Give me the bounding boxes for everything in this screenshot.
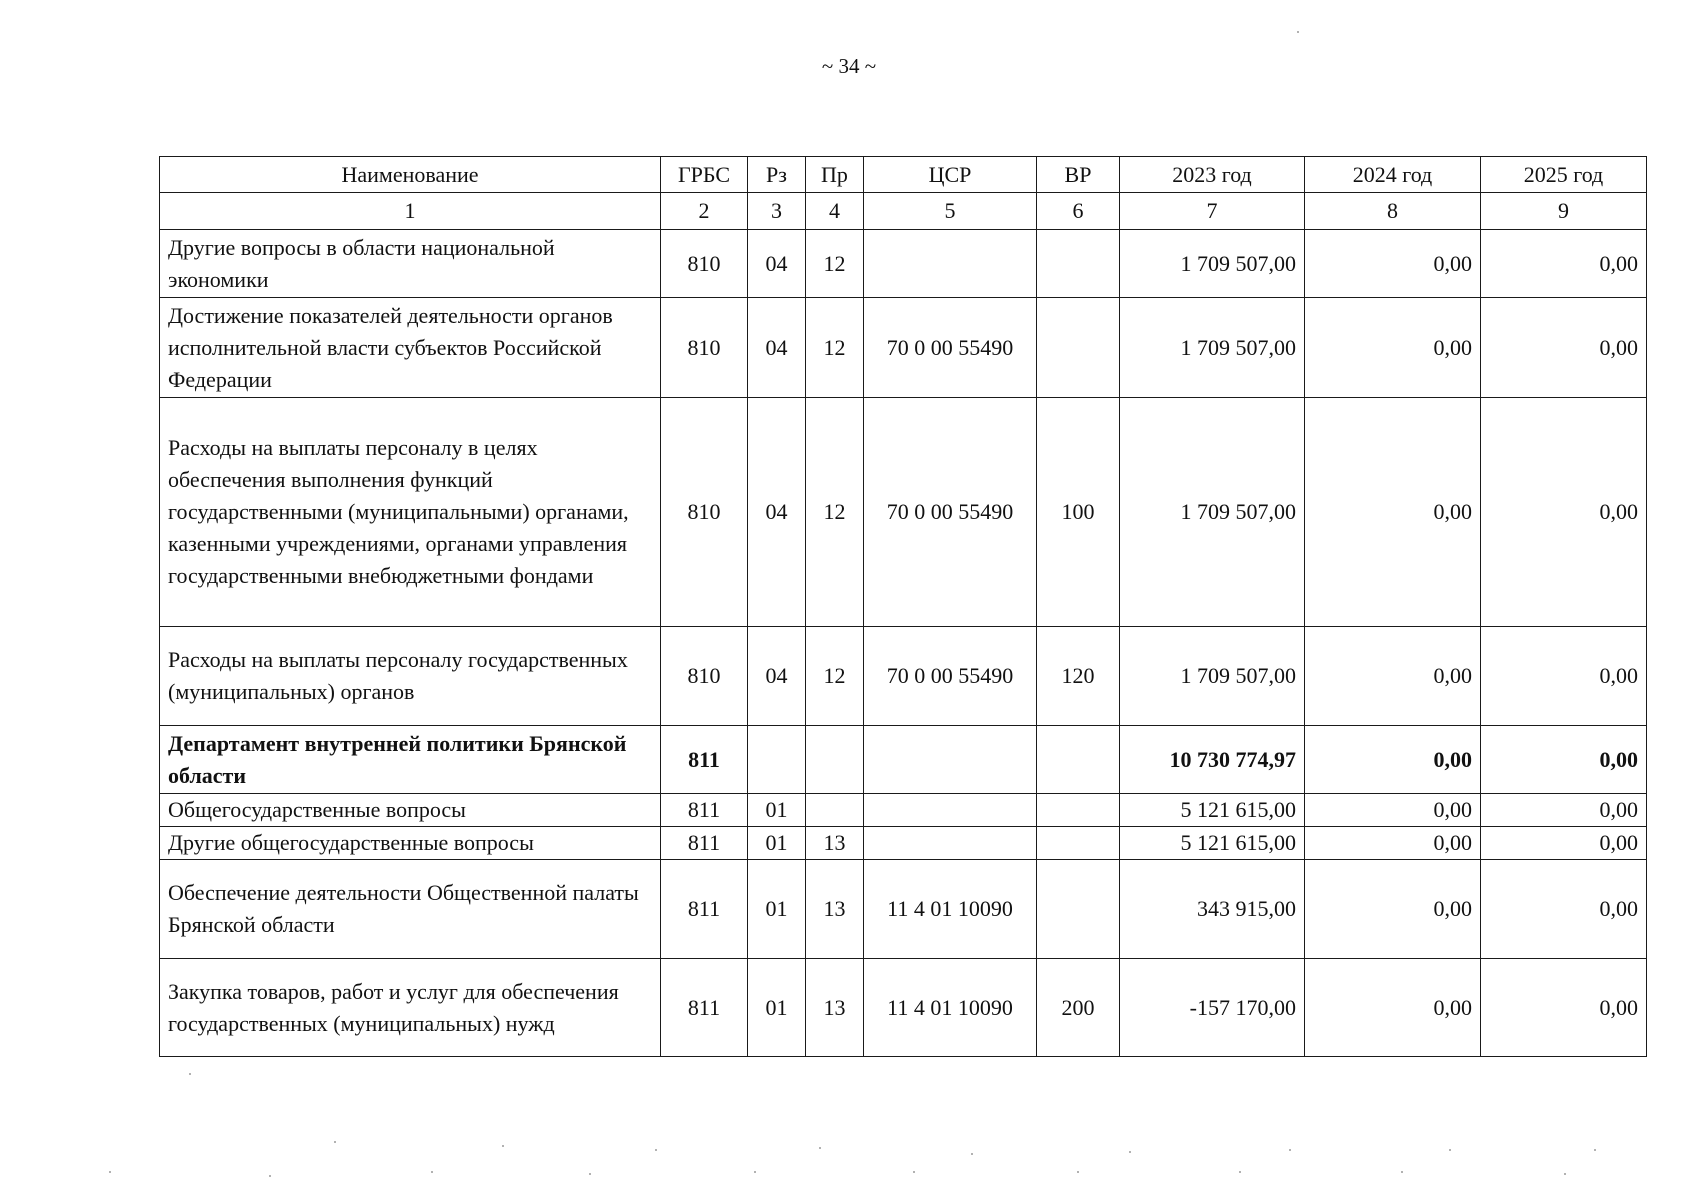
row-grbs: 811	[661, 959, 748, 1057]
row-rz: 01	[748, 959, 806, 1057]
row-rz: 04	[748, 627, 806, 726]
column-number: 3	[748, 193, 806, 230]
header-rz: Рз	[748, 157, 806, 193]
row-csr	[864, 726, 1037, 794]
row-rz: 01	[748, 827, 806, 860]
row-2025: 0,00	[1481, 230, 1647, 298]
row-name: Расходы на выплаты персоналу в целях обеспечения выполнения функций государственными (муниципальными) органами, казенными учреждениями, органами управления государственными внебюджетными фондами	[160, 398, 661, 627]
row-vr: 100	[1037, 398, 1120, 627]
row-vr	[1037, 726, 1120, 794]
row-2023: 343 915,00	[1120, 860, 1305, 959]
row-csr	[864, 230, 1037, 298]
column-number: 6	[1037, 193, 1120, 230]
row-csr	[864, 827, 1037, 860]
row-name: Расходы на выплаты персоналу государственных (муниципальных) органов	[160, 627, 661, 726]
table-row	[160, 230, 1647, 298]
row-2023: 1 709 507,00	[1120, 627, 1305, 726]
row-pr: 13	[806, 860, 864, 959]
row-vr: 200	[1037, 959, 1120, 1057]
row-csr: 11 4 01 10090	[864, 959, 1037, 1057]
row-vr	[1037, 860, 1120, 959]
row-csr: 11 4 01 10090	[864, 860, 1037, 959]
table-row	[160, 298, 1647, 398]
table-row	[160, 860, 1647, 959]
row-2025: 0,00	[1481, 959, 1647, 1057]
row-pr	[806, 726, 864, 794]
header-name: Наименование	[160, 157, 661, 193]
header-2023: 2023 год	[1120, 157, 1305, 193]
header-grbs: ГРБС	[661, 157, 748, 193]
column-number-row	[160, 193, 1647, 230]
row-vr: 120	[1037, 627, 1120, 726]
header-csr: ЦСР	[864, 157, 1037, 193]
row-2024: 0,00	[1305, 794, 1481, 827]
row-2024: 0,00	[1305, 827, 1481, 860]
row-grbs: 811	[661, 726, 748, 794]
header-row	[160, 157, 1647, 193]
row-2025: 0,00	[1481, 860, 1647, 959]
row-pr: 12	[806, 398, 864, 627]
table-row	[160, 827, 1647, 860]
row-csr: 70 0 00 55490	[864, 398, 1037, 627]
row-rz: 01	[748, 794, 806, 827]
row-name: Другие общегосударственные вопросы	[160, 827, 661, 860]
row-rz: 04	[748, 230, 806, 298]
table-row	[160, 726, 1647, 794]
row-grbs: 811	[661, 827, 748, 860]
row-pr: 13	[806, 959, 864, 1057]
column-number: 2	[661, 193, 748, 230]
budget-table	[159, 156, 1647, 1057]
row-2023: 5 121 615,00	[1120, 827, 1305, 860]
row-2025: 0,00	[1481, 827, 1647, 860]
row-pr: 12	[806, 230, 864, 298]
row-2025: 0,00	[1481, 726, 1647, 794]
table-row	[160, 794, 1647, 827]
table-row	[160, 959, 1647, 1057]
row-grbs: 811	[661, 860, 748, 959]
row-csr: 70 0 00 55490	[864, 627, 1037, 726]
row-2024: 0,00	[1305, 230, 1481, 298]
row-2024: 0,00	[1305, 627, 1481, 726]
row-grbs: 810	[661, 398, 748, 627]
header-pr: Пр	[806, 157, 864, 193]
row-vr	[1037, 827, 1120, 860]
row-grbs: 810	[661, 627, 748, 726]
header-2025: 2025 год	[1481, 157, 1647, 193]
row-2024: 0,00	[1305, 398, 1481, 627]
row-grbs: 810	[661, 230, 748, 298]
row-2024: 0,00	[1305, 860, 1481, 959]
row-rz: 04	[748, 298, 806, 398]
row-2024: 0,00	[1305, 298, 1481, 398]
table-row	[160, 627, 1647, 726]
row-2023: 5 121 615,00	[1120, 794, 1305, 827]
row-2023: -157 170,00	[1120, 959, 1305, 1057]
column-number: 5	[864, 193, 1037, 230]
header-2024: 2024 год	[1305, 157, 1481, 193]
row-2023: 1 709 507,00	[1120, 298, 1305, 398]
row-pr: 12	[806, 627, 864, 726]
table-row	[160, 398, 1647, 627]
row-2025: 0,00	[1481, 794, 1647, 827]
header-vr: ВР	[1037, 157, 1120, 193]
row-2025: 0,00	[1481, 627, 1647, 726]
row-csr: 70 0 00 55490	[864, 298, 1037, 398]
row-name: Департамент внутренней политики Брянской области	[160, 726, 661, 794]
row-2023: 10 730 774,97	[1120, 726, 1305, 794]
page-number: ~ 34 ~	[821, 54, 877, 78]
column-number: 7	[1120, 193, 1305, 230]
row-name: Достижение показателей деятельности органов исполнительной власти субъектов Российской Федерации	[160, 298, 661, 398]
column-number: 8	[1305, 193, 1481, 230]
row-2025: 0,00	[1481, 298, 1647, 398]
row-2024: 0,00	[1305, 959, 1481, 1057]
row-vr	[1037, 794, 1120, 827]
row-rz: 01	[748, 860, 806, 959]
column-number: 9	[1481, 193, 1647, 230]
column-number: 1	[160, 193, 661, 230]
row-pr: 13	[806, 827, 864, 860]
row-rz	[748, 726, 806, 794]
row-rz: 04	[748, 398, 806, 627]
row-2024: 0,00	[1305, 726, 1481, 794]
row-grbs: 810	[661, 298, 748, 398]
row-name: Другие вопросы в области национальной экономики	[160, 230, 661, 298]
row-pr	[806, 794, 864, 827]
row-vr	[1037, 298, 1120, 398]
column-number: 4	[806, 193, 864, 230]
row-csr	[864, 794, 1037, 827]
row-vr	[1037, 230, 1120, 298]
row-name: Обеспечение деятельности Общественной палаты Брянской области	[160, 860, 661, 959]
row-grbs: 811	[661, 794, 748, 827]
row-2023: 1 709 507,00	[1120, 398, 1305, 627]
row-name: Общегосударственные вопросы	[160, 794, 661, 827]
row-2025: 0,00	[1481, 398, 1647, 627]
row-pr: 12	[806, 298, 864, 398]
row-name: Закупка товаров, работ и услуг для обеспечения государственных (муниципальных) нужд	[160, 959, 661, 1057]
row-2023: 1 709 507,00	[1120, 230, 1305, 298]
